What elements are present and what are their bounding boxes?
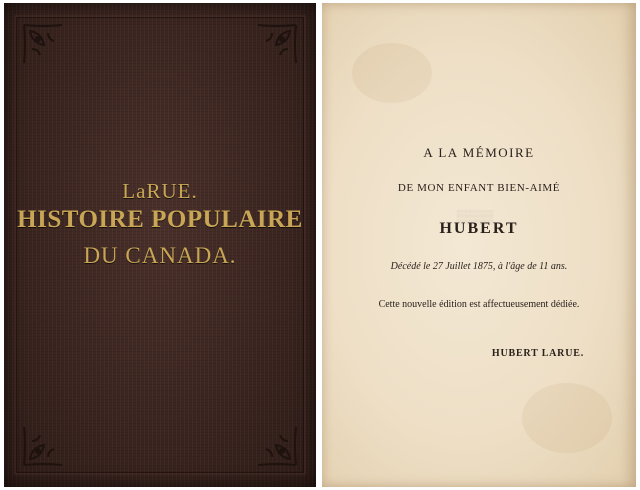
dedication-page: [322, 3, 636, 487]
cover-subtitle: DU CANADA.: [83, 243, 237, 268]
dedication-note: Cette nouvelle édition est affectueusement dédiée.: [378, 299, 580, 310]
dedication-heading: A LA MÉMOIRE: [423, 145, 535, 160]
dedication-date-line: Décédé le 27 Juillet 1875, à l'âge de 11 ans.: [390, 261, 568, 272]
cover-title: HISTOIRE POPULAIRE: [17, 206, 303, 233]
dedication-name: HUBERT: [439, 220, 519, 237]
paper-stain: [352, 43, 432, 103]
corner-ornament-icon: [20, 423, 66, 469]
dedication-signature: HUBERT LARUE.: [491, 348, 584, 359]
book-cover: [4, 3, 316, 487]
cover-author: LaRUE.: [122, 179, 198, 203]
bleed-through-mark: ▒▒▒▒: [456, 209, 494, 224]
corner-ornament-icon: [254, 21, 300, 67]
corner-ornament-icon: [20, 21, 66, 67]
dedication-subheading: DE MON ENFANT BIEN-AIMÉ: [397, 182, 561, 194]
corner-ornament-icon: [254, 423, 300, 469]
paper-stain: [522, 383, 612, 453]
